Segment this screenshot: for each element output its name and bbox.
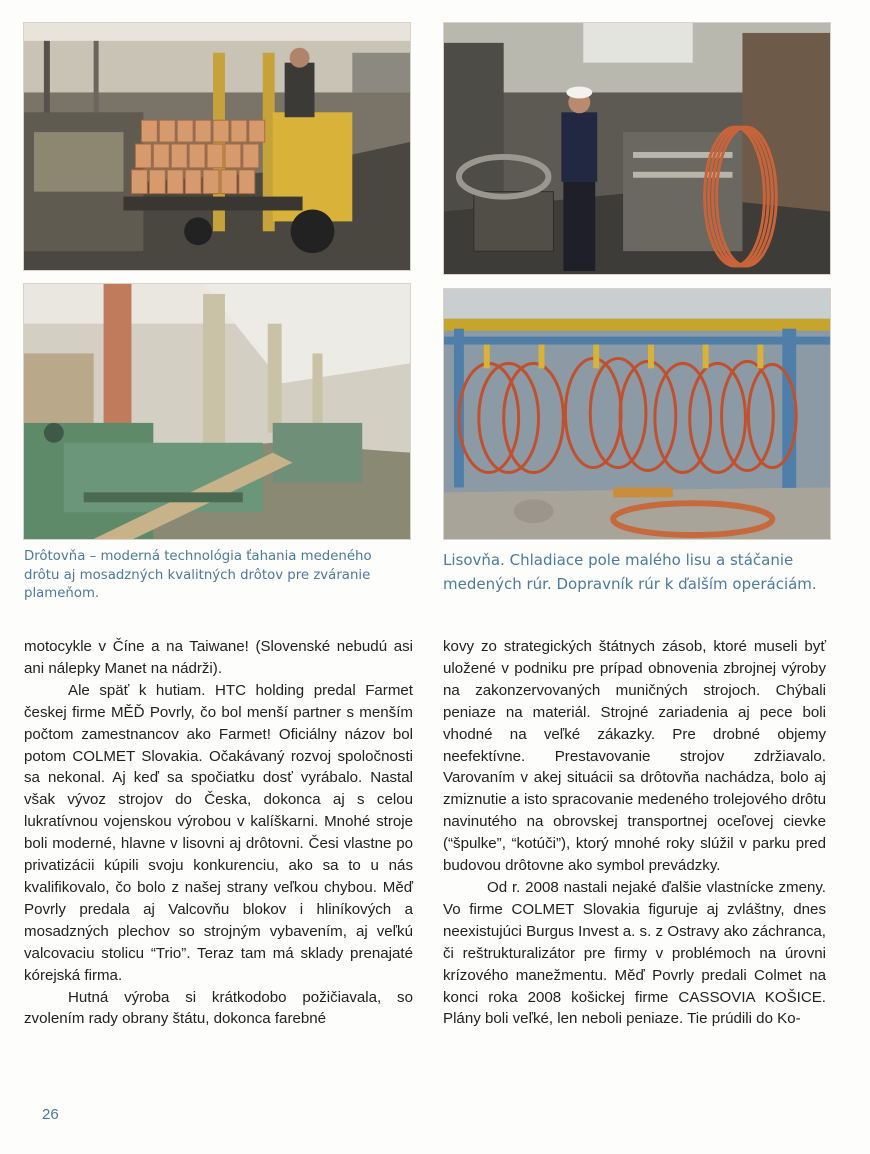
paragraph: Od r. 2008 nastali nejaké ďalšie vlastnícke zmeny. Vo firme COLMET Slovakia figuruje aj zvláštny, dnes neexistujúci Burgus Invest a. s. z Ostravy ako záchranca, či reštrukturalizátor pre firmy v problémoch na úrovni krízového manežmentu. Měď Povrly predali Colmet na konci roka 2008 košickej firme CASSOVIA KOŠICE. Plány boli veľké, len neboli peniaze. Tie prúdili do Ko- [443, 878, 826, 1028]
paragraph: Hutná výroba si krátkodobo požičiavala, so zvolením rady obrany štátu, dokonca farebné [24, 988, 413, 1028]
text-column-right [443, 636, 826, 1030]
photo-worker-tube-line [443, 22, 831, 275]
paragraph: kovy zo strategických štátnych zásob, ktoré museli byť uložené v podniku pre prípad obnovenia zbrojnej výroby na zakonzervovaných muničných strojoch. Chýbali peniaze na materiál. Strojné zariadenia aj pece boli vhodné na veľké zákazky. Pre drobné objemy neefektívne. Prestavovanie strojov zdržiavalo. Varovaním v akej situácii sa drôtovňa nachádza, bolo aj zmiznutie a isto spracovanie medeného trolejového drôtu navinutého na obrovskej transportnej oceľovej cievke (“špulke”, “kotúči”), ktorý mnohé roky slúžil v parku pred budovou drôtovne ako symbol prevádzky. [443, 638, 826, 875]
paragraph: motocykle v Číne a na Taiwane! (Slovenské nebudú asi ani nálepky Manet na nádrži). [24, 638, 413, 677]
photo-forklift-copper-spools [23, 22, 411, 271]
photo-caption-left: Drôtovňa – moderná technológia ťahania medeného drôtu aj mosadzných kvalitných drôtov pre zváranie plameňom. [24, 549, 372, 601]
paragraph: Ale späť k hutiam. HTC holding predal Farmet českej firme MĚĎ Povrly, čo bol menší partner s menším počtom zamestnancov ako Farmet! Oficiálny názov bol potom COLMET Slovakia. Očakávaný rozvoj spoločnosti sa nekonal. Aj keď sa spočiatku dosť vyrábalo. Nastal však vývoz strojov do Česka, dokonca aj s celou lukratívnou vojenskou výrobou v kalíškarni. Mnohé stroje boli moderné, hlavne v lisovni aj drôtovni. Česi vlastne po privatizácii kúpili svoju konkurenciu, ako sa to u nás kvalifikovalo, čo bolo z našej strany veľkou chybou. Měď Povrly predala aj Valcovňu blokov i hliníkových a mosadzných plechov so strojným vybavením, aj veľkú valcovaciu stolicu “Trio”. Teraz tam má sklady prenajaté kórejská firma. [24, 681, 413, 984]
page-number: 26 [42, 1106, 59, 1123]
photo-copper-coils-cooling [443, 288, 831, 540]
photo-wire-drawing-hall [23, 283, 411, 540]
photo-caption-right: Lisovňa. Chladiace pole malého lisu a stáčanie medených rúr. Dopravník rúr k ďalším operáciám. [443, 551, 817, 593]
text-column-left [24, 636, 413, 1030]
